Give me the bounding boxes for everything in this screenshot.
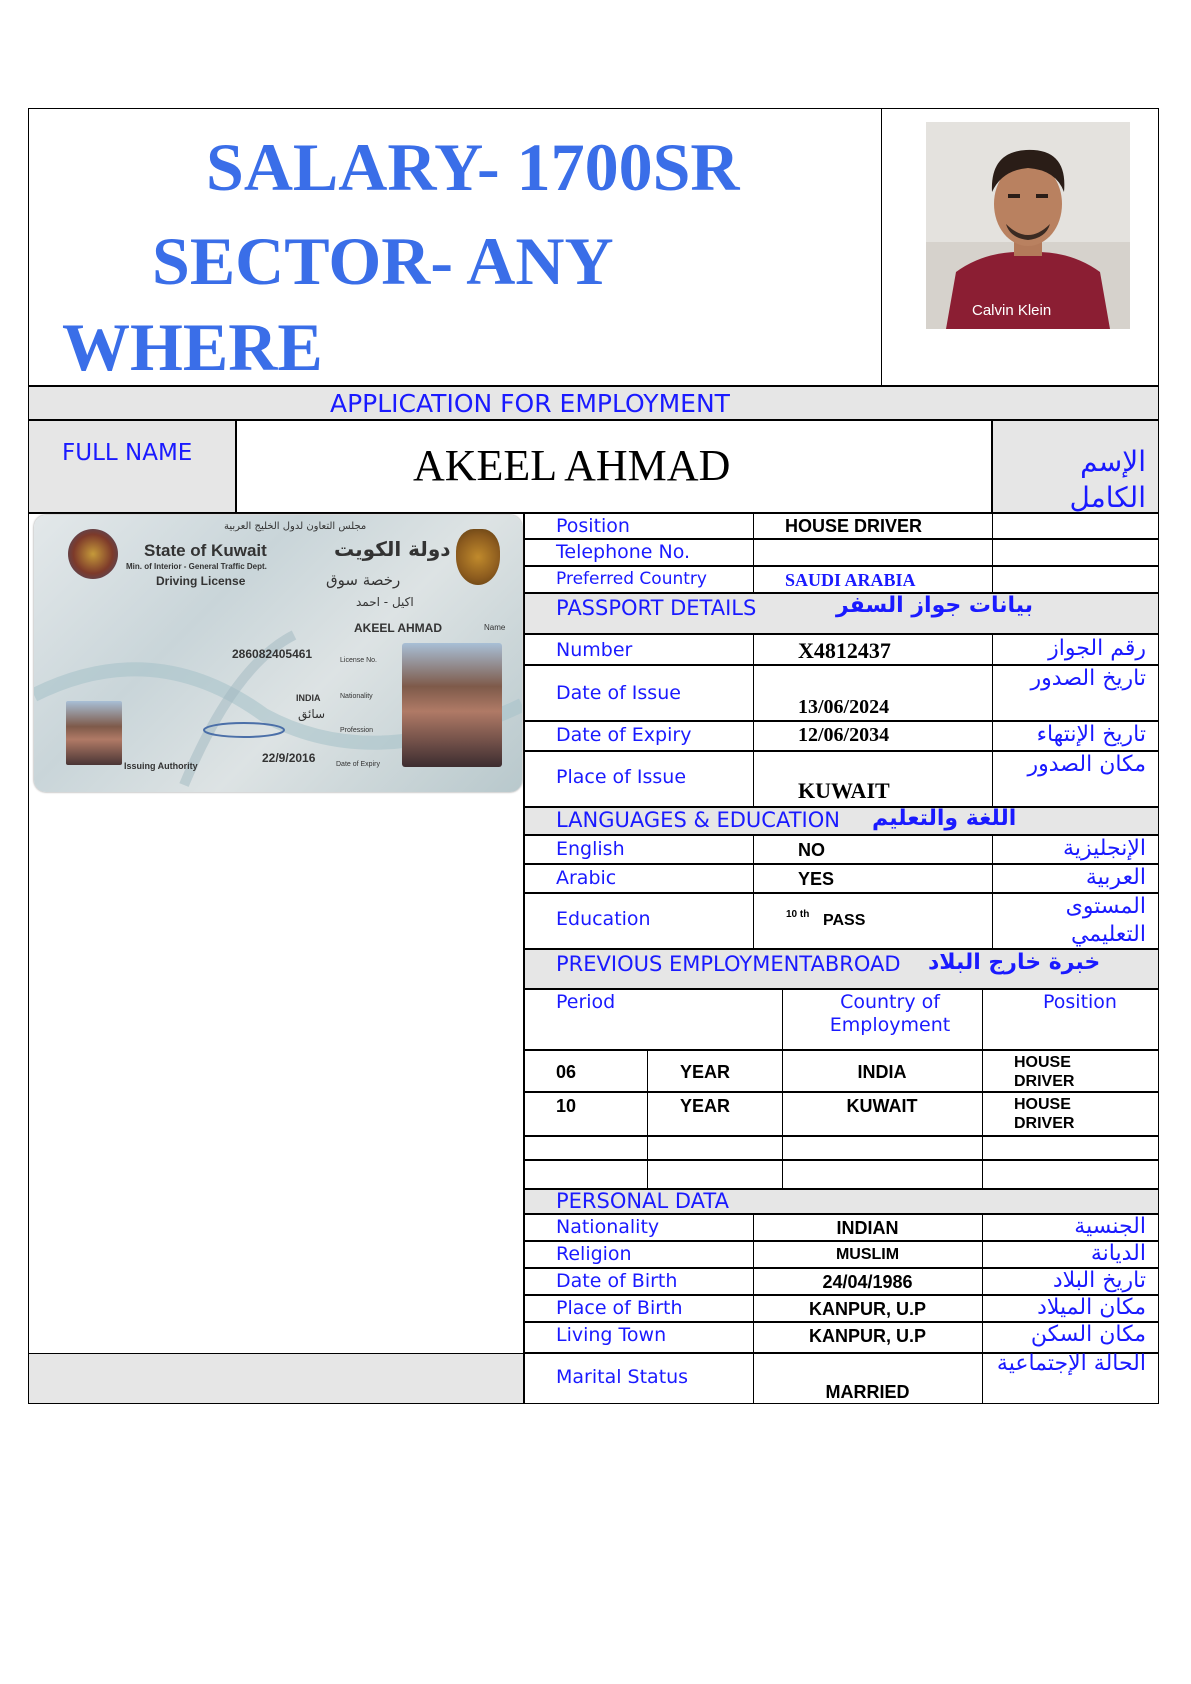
employment-row-2-unit: YEAR (680, 1096, 731, 1116)
dob-label-ar: تاريخ البلاد (1052, 1268, 1146, 1293)
license-nationality-label: Nationality (340, 693, 373, 700)
header-divider (881, 108, 882, 386)
col-divider-2b (992, 634, 993, 807)
employment-heading-ar: خبرة خارج البلاد (928, 950, 1101, 975)
employment-row-2-country: KUWAIT (846, 1096, 918, 1116)
arabic-value: YES (798, 869, 835, 889)
license-type-ar: رخصة سوق (326, 571, 401, 589)
kuwait-emblem (456, 529, 500, 585)
shirt-logo-text: Calvin Klein (972, 302, 1052, 319)
left-bottom-gray (28, 1353, 524, 1404)
living-town-value: KANPUR, U.P (808, 1326, 926, 1346)
english-value: NO (798, 840, 825, 860)
preferred-country-label: Preferred Country (556, 569, 707, 589)
col-divider-1b (753, 634, 754, 807)
religion-label: Religion (556, 1243, 632, 1265)
passport-heading: PASSPORT DETAILS (556, 596, 757, 620)
col-divider-2p (982, 1214, 983, 1404)
employment-col-period: Period (556, 991, 616, 1013)
employment-heading: PREVIOUS EMPLOYMENTABROAD (556, 952, 901, 976)
nationality-value: INDIAN (836, 1218, 899, 1238)
employment-row-4 (524, 1160, 1159, 1189)
license-profession-label: Profession (340, 727, 374, 734)
languages-heading: LANGUAGES & EDUCATION (556, 808, 840, 832)
education-label: Education (556, 908, 651, 930)
passport-number-label-ar: رقم الجواز (1048, 636, 1146, 661)
position-value: HOUSE DRIVER (785, 516, 923, 536)
employment-row-2-num: 10 (556, 1096, 577, 1116)
employment-row-1-num: 06 (556, 1062, 577, 1082)
employment-col-country: Country of Employment (829, 991, 951, 1036)
sector-heading-line2: WHERE (62, 309, 323, 385)
marital-label-ar: الحالة الإجتماعية (996, 1351, 1146, 1376)
emp-div-country-h (782, 989, 783, 1050)
applicant-photo (926, 122, 1130, 329)
languages-heading-ar: اللغة والتعليم (872, 806, 1017, 831)
license-dept-en: Min. of Interior - General Traffic Dept. (126, 562, 267, 571)
arabic-label: Arabic (556, 867, 617, 889)
education-label-ar: المستوى التعليمي (1065, 894, 1146, 947)
living-town-label-ar: مكان السكن (1030, 1322, 1146, 1347)
passport-expiry-label: Date of Expiry (556, 724, 692, 746)
pob-value: KANPUR, U.P (808, 1299, 926, 1319)
arabic-label-ar: العربية (1085, 865, 1146, 890)
position-label: Position (556, 515, 630, 537)
license-number: 286082405461 (232, 647, 313, 661)
employment-row-1-unit: YEAR (680, 1062, 731, 1082)
marital-value: MARRIED (825, 1382, 910, 1402)
license-issuing-label: Issuing Authority (124, 761, 198, 771)
employment-row-2-position: HOUSE DRIVER (1014, 1096, 1075, 1132)
license-country-ar: دولة الكويت (334, 537, 451, 561)
license-number-label: License No. (340, 657, 377, 664)
salary-heading: SALARY- 1700SR (206, 129, 740, 205)
pob-label-ar: مكان الميلاد (1037, 1295, 1146, 1320)
nationality-label-ar: الجنسية (1074, 1214, 1146, 1239)
license-photo-large (402, 643, 502, 767)
religion-value: MUSLIM (835, 1246, 900, 1263)
living-town-label: Living Town (556, 1324, 667, 1346)
license-name-label: Name (484, 623, 506, 632)
english-label: English (556, 838, 625, 860)
full-name-value: AKEEL AHMAD (413, 441, 731, 490)
passport-issue-label-ar: تاريخ الصدور (1030, 666, 1146, 691)
english-label-ar: الإنجليزية (1063, 836, 1146, 861)
passport-number-value: X4812437 (798, 638, 891, 663)
education-value: PASS (823, 912, 866, 929)
passport-place-label: Place of Issue (556, 766, 687, 788)
full-name-label-ar: الإسم الكامل (1069, 445, 1146, 514)
emp-div-position (982, 1050, 983, 1189)
employment-row-1-country: INDIA (857, 1062, 907, 1082)
license-country-en: State of Kuwait (144, 541, 267, 560)
religion-label-ar: الديانة (1090, 1241, 1146, 1266)
dob-label: Date of Birth (556, 1270, 678, 1292)
passport-heading-ar: بيانات جواز السفر (836, 593, 1034, 618)
passport-place-label-ar: مكان الصدور (1027, 752, 1146, 777)
passport-expiry-label-ar: تاريخ الإنتهاء (1036, 722, 1146, 747)
employment-col-position: Position (1043, 991, 1117, 1013)
passport-number-label: Number (556, 639, 633, 661)
preferred-country-value: SAUDI ARABIA (785, 570, 916, 590)
emp-div-position-h (982, 989, 983, 1050)
passport-issue-label: Date of Issue (556, 682, 681, 704)
license-expiry: 22/9/2016 (262, 751, 316, 765)
license-nationality: INDIA (296, 693, 321, 703)
license-expiry-label: Date of Expiry (336, 761, 380, 768)
driving-license-card (34, 515, 522, 792)
full-name-label-cell (28, 420, 236, 513)
license-gcc-ar: مجلس التعاون لدول الخليج العربية (224, 521, 367, 532)
emp-div-unit (647, 1050, 648, 1189)
employment-row-1-position: HOUSE DRIVER (1014, 1054, 1075, 1090)
marital-label: Marital Status (556, 1366, 689, 1388)
license-name-en: AKEEL AHMAD (354, 621, 443, 635)
license-name-ar: اكيل - احمد (356, 595, 414, 609)
education-sup: 10 th (786, 909, 810, 920)
full-name-label: FULL NAME (62, 440, 193, 466)
passport-expiry-value: 12/06/2034 (798, 724, 890, 746)
person-illustration (926, 122, 1130, 329)
employment-row-3 (524, 1136, 1159, 1160)
sector-heading-line1: SECTOR- ANY (152, 223, 614, 299)
col-divider-2c (992, 835, 993, 949)
gcc-emblem (68, 529, 118, 579)
license-type-en: Driving License (156, 574, 246, 588)
telephone-label: Telephone No. (556, 541, 691, 563)
page-title: APPLICATION FOR EMPLOYMENT (330, 389, 730, 418)
license-profession-ar: سائق (298, 707, 326, 721)
passport-issue-value: 13/06/2024 (798, 696, 890, 718)
pob-label: Place of Birth (556, 1297, 683, 1319)
license-photo-small (66, 701, 122, 765)
dob-value: 24/04/1986 (822, 1272, 913, 1292)
passport-place-value: KUWAIT (798, 778, 890, 803)
col-divider-1c (753, 835, 754, 949)
personal-heading: PERSONAL DATA (556, 1189, 729, 1213)
nationality-label: Nationality (556, 1216, 660, 1238)
